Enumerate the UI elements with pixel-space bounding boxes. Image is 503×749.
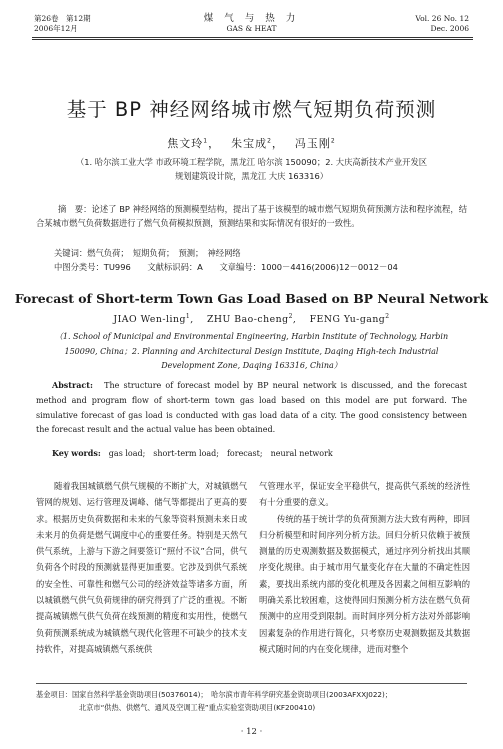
body-paragraph: 传统的基于统计学的负荷预测方法大致有两种，即回归分析模型和时间序列分析方法。回归分析只依赖于被预测量的历史观测数据及数据模式，通过序列分析找出其顺序变化规律。由于城市用气量变化存在大量的不确定性因素，要找出系统内部的变化机理及各因素之间相互影响的明确关系比较困难，这使得回归预测分析方法在燃气负荷预测中的应用受到限制。而时间序列分析方法对外部影响因素复杂的作用进行简化，只考察历史观测数据及其数据模式随时间的内在变化规律，进而对整个 xyxy=(259,513,470,654)
volume-en: Vol. 26 No. 12 xyxy=(415,14,469,23)
article-number: 文章编号：1000－4416(2006)12－0012－04 xyxy=(219,262,398,272)
issue-cn: 第26卷 第12期 xyxy=(34,14,91,23)
classification-cn xyxy=(36,261,485,275)
authors-en: JIAO Wen-ling$^1$, ZHU Bao-cheng$^2$, FENG Yu-gang$^2$ xyxy=(113,312,390,325)
journal-name-cn: 煤 气 与 热 力 xyxy=(203,13,300,24)
funding-footnote xyxy=(36,689,467,714)
abstract-cn xyxy=(36,203,467,230)
keywords-cn-text: 燃气负荷； 短期负荷； 预测； 神经网络 xyxy=(87,248,241,258)
author-cn-1: 焦文玲$^1$ xyxy=(167,137,209,150)
abstract-cn-text: 论述了 BP 神经网络的预测模型结构，提出了基于该模型的城市燃气短期负荷预测方法和程序流程，结合某城市燃气负荷数据进行了燃气负荷模拟预测，预测结果和实际情况有很好的一致性。 xyxy=(36,204,467,228)
author-en-1: JIAO Wen-ling$^1$ xyxy=(113,312,191,325)
authors-cn: 焦文玲$^1$， 朱宝成$^2$， 冯玉刚$^2$ xyxy=(167,137,336,150)
header-rule-bottom xyxy=(32,39,473,40)
date-en: Dec. 2006 xyxy=(430,24,469,33)
date-cn: 2006年12月 xyxy=(34,24,78,33)
body-paragraph: 气管理水平，保证安全平稳供气，提高供气系统的经济性有十分重要的意义。 xyxy=(259,481,470,508)
author-cn-2: 朱宝成$^2$ xyxy=(231,137,272,150)
body-column-right xyxy=(259,478,470,657)
footnote-rule xyxy=(36,683,467,684)
affiliation-cn-line: 规划建筑设计院，黑龙江 大庆 163316） xyxy=(174,171,329,181)
keywords-cn-label: 关键词： xyxy=(54,248,88,258)
body-column-left xyxy=(36,478,247,657)
abstract-en-label: Abstract: xyxy=(52,380,93,390)
footnote-line: 基金项目：国家自然科学基金资助项目(50376014)； 哈尔滨市青年科学研究基金资助项目(2003AFXXJ022)； xyxy=(36,690,392,699)
clc-number: 中图分类号：TU996 xyxy=(54,262,131,272)
affiliation-en xyxy=(40,330,463,374)
document-code: 文献标识码：A xyxy=(147,262,203,272)
running-header-right xyxy=(415,14,469,34)
abstract-en-text: The structure of forecast model by BP neural network is discussed, and the forecast method and program flow of short-term town gas load based on this model are put forward. The simulative forecast of gas load is conducted with gas load data of a city. The good consistency between the forecast result and the actual value has been obtained. xyxy=(36,381,468,435)
keywords-en-text: gas load; short-term load; forecast; neural network xyxy=(108,449,333,458)
affiliation-cn-line: （1. 哈尔滨工业大学 市政环境工程学院，黑龙江 哈尔滨 150090；2. 大庆高新技术产业开发区 xyxy=(75,157,428,167)
abstract-en xyxy=(36,378,467,438)
page-number: · 12 · xyxy=(240,727,263,737)
keywords-en-label: Key words: xyxy=(52,448,101,458)
abstract-cn-label: 摘 要： xyxy=(58,204,92,214)
footnote-line: 北京市“供热、供燃气、通风及空调工程”重点实验室资助项目(KF200410) xyxy=(79,702,316,712)
keywords-cn xyxy=(36,247,485,261)
body-paragraph: 随着我国城镇燃气供气规模的不断扩大，对城镇燃气管网的规划、运行管理及调峰、储气等都提出了更高的要求。根据历史负荷数据和未来的气象等资料预测未来日或未来月的负荷是燃气调度中心的重要任务。特别是天然气供气系统，上游与下游之间要签订“照付不议”合同，供气负荷各个时段的预测就显得更加重要。它涉及到供气系统的安全性、可靠性和燃气公司的经济效益等诸多方面，所以城镇燃气供气负荷规律的研究得到了广泛的重视。不断提高城镇燃气供气负荷在线预测的精度和实用性，使燃气负荷预测系统成为城镇燃气现代化管理不可缺少的技术支持软件，对提高城镇燃气系统供 xyxy=(36,481,247,654)
title-en: Forecast of Short-term Town Gas Load Based on BP Neural Network xyxy=(14,291,489,306)
header-rule-top xyxy=(32,37,473,38)
affiliation-cn xyxy=(36,155,467,183)
keywords-en xyxy=(52,447,467,460)
affiliation-en-line: （1. School of Municipal and Environmental Engineering, Harbin Institute of Technology, Harbin xyxy=(54,332,449,341)
title-cn: 基于 BP 神经网络城市燃气短期负荷预测 xyxy=(66,98,437,121)
affiliation-en-line: Development Zone, Daqing 163316, China） xyxy=(161,361,342,370)
author-cn-3: 冯玉刚$^2$ xyxy=(294,137,336,150)
author-en-3: FENG Yu-gang$^2$ xyxy=(309,312,390,325)
affiliation-en-line: 150090, China；2. Planning and Architectural Design Institute, Daqing High-tech Industrial xyxy=(64,346,439,356)
journal-name-en: GAS & HEAT xyxy=(226,24,277,33)
author-en-2: ZHU Bao-cheng$^2$ xyxy=(206,312,293,325)
